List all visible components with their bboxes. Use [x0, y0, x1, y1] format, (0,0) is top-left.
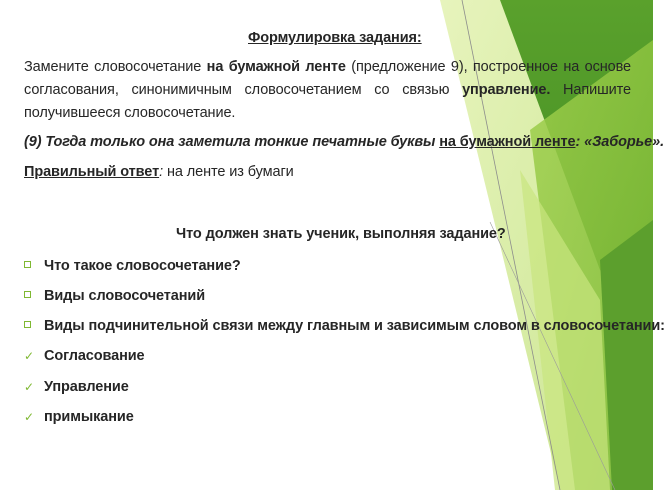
instruction-text: согласования, синонимичным словосочетанием со связью — [24, 82, 450, 98]
task-heading: Формулировка задания: — [248, 30, 422, 46]
answer-text: на ленте из бумаги — [166, 164, 294, 180]
instruction-line-2 — [24, 81, 631, 99]
answer-label: Правильный ответ — [24, 164, 160, 180]
list-item-text: Управление — [44, 379, 129, 395]
list-item — [24, 408, 134, 426]
link-type: управление. — [462, 82, 551, 98]
instruction-line-3: получившееся словосочетание. — [24, 105, 236, 121]
list-item — [24, 257, 241, 275]
correct-answer — [24, 163, 294, 181]
list-item — [24, 287, 205, 305]
square-bullet-icon — [24, 257, 44, 275]
instruction-line-1 — [24, 58, 631, 76]
instruction-text: Напишите — [563, 82, 631, 98]
answer-colon: : — [159, 164, 164, 180]
checkmark-icon: ✓ — [24, 380, 34, 394]
list-item — [24, 347, 145, 365]
instruction-text: Замените словосочетание — [24, 59, 202, 75]
example-text: (9) Тогда только она заметила тонкие печатные буквы — [24, 134, 436, 150]
checkmark-icon: ✓ — [24, 349, 34, 363]
checkmark-icon: ✓ — [24, 410, 34, 424]
list-item — [24, 378, 129, 396]
example-sentence — [24, 133, 664, 151]
target-phrase: на бумажной ленте — [206, 59, 346, 75]
list-item — [24, 317, 665, 335]
list-item-text: Виды подчинительной связи между главным и зависимым словом в словосочетании: — [44, 318, 665, 334]
knowledge-question: Что должен знать ученик, выполняя задание? — [176, 226, 506, 242]
example-highlight: на бумажной ленте — [439, 134, 576, 150]
instruction-text: (предложение 9), построенное на основе — [351, 59, 632, 75]
square-bullet-icon — [24, 287, 44, 305]
square-bullet-icon — [24, 317, 44, 335]
list-item-text: Что такое словосочетание? — [44, 258, 241, 274]
list-item-text: примыкание — [44, 409, 134, 425]
list-item-text: Согласование — [44, 348, 145, 364]
list-item-text: Виды словосочетаний — [44, 288, 206, 304]
example-text-end: : «Заборье». — [575, 134, 665, 150]
